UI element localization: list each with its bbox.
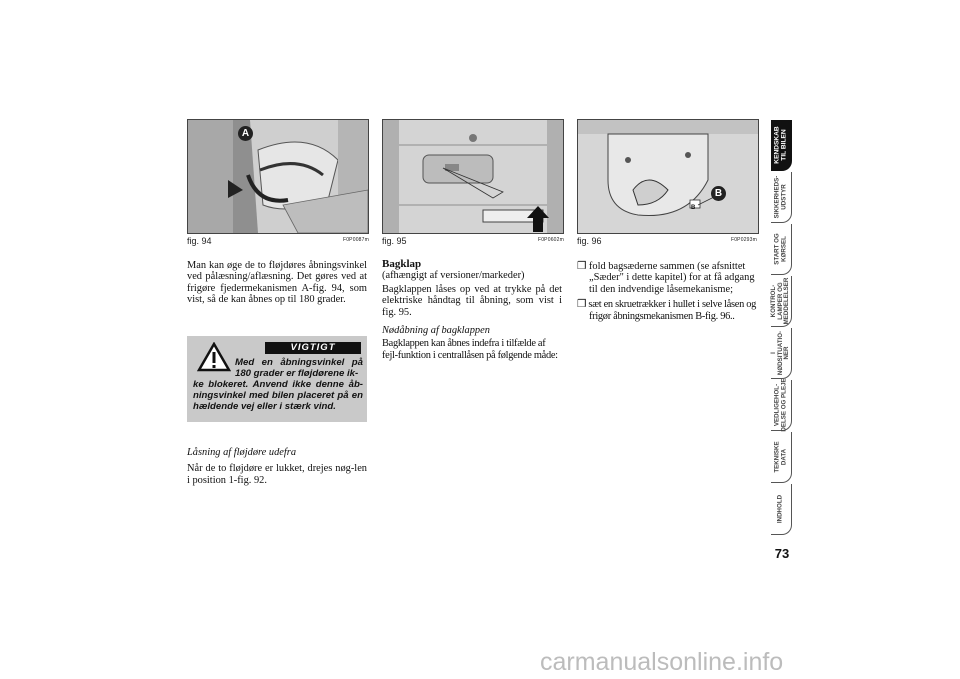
figure-95-caption bbox=[382, 236, 564, 248]
emergency-text: Bagklappen kan åbnes indefra i tilfælde af fejl-funktion i centrallåsen på følgende måde: bbox=[382, 338, 558, 361]
figure-label: fig. 94 bbox=[187, 236, 212, 246]
figure-94 bbox=[187, 119, 369, 234]
checkbox-bullet-icon: ❒ bbox=[577, 299, 589, 311]
section-subheading: (afhængigt af versioner/markeder) bbox=[382, 270, 525, 282]
figure-code: F0P0293m bbox=[730, 237, 757, 243]
locking-heading: Låsning af fløjdøre udefra bbox=[187, 447, 297, 458]
middle-column bbox=[382, 259, 562, 365]
figure-95-illustration bbox=[383, 120, 563, 233]
figure-code: F0P0602m bbox=[537, 237, 564, 243]
bullet-item: ❒ fold bagsæderne sammen (se afsnittet „Sæder" i dette kapitel) for at få adgang til den indvendige låsemekanisme; bbox=[577, 261, 755, 295]
marker-b: B bbox=[711, 186, 726, 201]
tab-kontrollamper[interactable]: KONTROL- LAMPER OG MEDDELELSER bbox=[771, 276, 792, 327]
locking-section bbox=[187, 447, 367, 490]
tab-tekniske-data[interactable]: TEKNISKE DATA bbox=[771, 432, 792, 483]
right-column bbox=[577, 261, 757, 326]
figure-96-illustration bbox=[578, 120, 758, 233]
marker-a: A bbox=[238, 126, 253, 141]
bullet-item: ❒ sæt en skruetrækker i hullet i selve låsen og frigør åbningsmekanismen B-fig. 96.. bbox=[577, 299, 757, 322]
warning-title: VIGTIGT bbox=[265, 342, 361, 354]
emergency-heading: Nødåbning af bagklappen bbox=[382, 325, 490, 337]
figure-96 bbox=[577, 119, 759, 234]
figure-code: F0P0087m bbox=[342, 237, 369, 243]
warning-text-rest: ke blokeret. Anvend ikke denne åb-ningsvinkel med bilen placeret på en hældende vej eller i stærk vind. bbox=[193, 379, 363, 412]
page-number: 73 bbox=[774, 546, 790, 561]
warning-text bbox=[193, 357, 363, 412]
warning-text-first: Med en åbningsvinkel på 180 grader er fløjdørene ik- bbox=[235, 357, 363, 379]
figure-94-illustration bbox=[188, 120, 368, 233]
watermark: carmanualsonline.info bbox=[540, 648, 784, 676]
marker-b-small: B bbox=[691, 205, 696, 211]
tab-sikkerhedsudstyr[interactable]: SIKKERHEDS- UDSTYR bbox=[771, 172, 792, 223]
figure-96-caption bbox=[577, 236, 757, 248]
section-body: Bagklappen låses op ved at trykke på det elektriske håndtag til åbning, som vist i fig. 95. bbox=[382, 283, 562, 318]
section-heading: Bagklap bbox=[382, 258, 422, 270]
tab-indhold[interactable]: INDHOLD bbox=[771, 484, 792, 535]
figure-label: fig. 96 bbox=[577, 236, 602, 246]
checkbox-bullet-icon: ❒ bbox=[577, 261, 589, 272]
tab-nodsituationer[interactable]: I NØDSITUATIO- NER bbox=[771, 328, 792, 379]
figure-label: fig. 95 bbox=[382, 236, 407, 246]
locking-text: Når de to fløjdøre er lukket, drejes nøg-len i position 1-fig. 92. bbox=[187, 463, 367, 486]
intro-paragraph: Man kan øge de to fløjdøres åbningsvinkel ved pålæsning/aflæsning. Det gøres ved at frigøre fjedermekanismen A-fig. 94, som vist, så de kan åbnes op til 180 grader. bbox=[187, 260, 367, 306]
tab-start-og-korsel[interactable]: START OG KØRSEL bbox=[771, 224, 792, 275]
warning-box bbox=[187, 336, 367, 422]
figure-95 bbox=[382, 119, 564, 234]
left-column bbox=[187, 260, 367, 310]
tab-vedligeholdelse[interactable]: VEDLIGEHOL- DELSE OG PLEJE bbox=[771, 380, 792, 431]
figure-94-caption bbox=[187, 236, 369, 248]
tab-kendskab-til-bilen[interactable]: KENDSKAB TIL BILEN bbox=[771, 120, 792, 171]
